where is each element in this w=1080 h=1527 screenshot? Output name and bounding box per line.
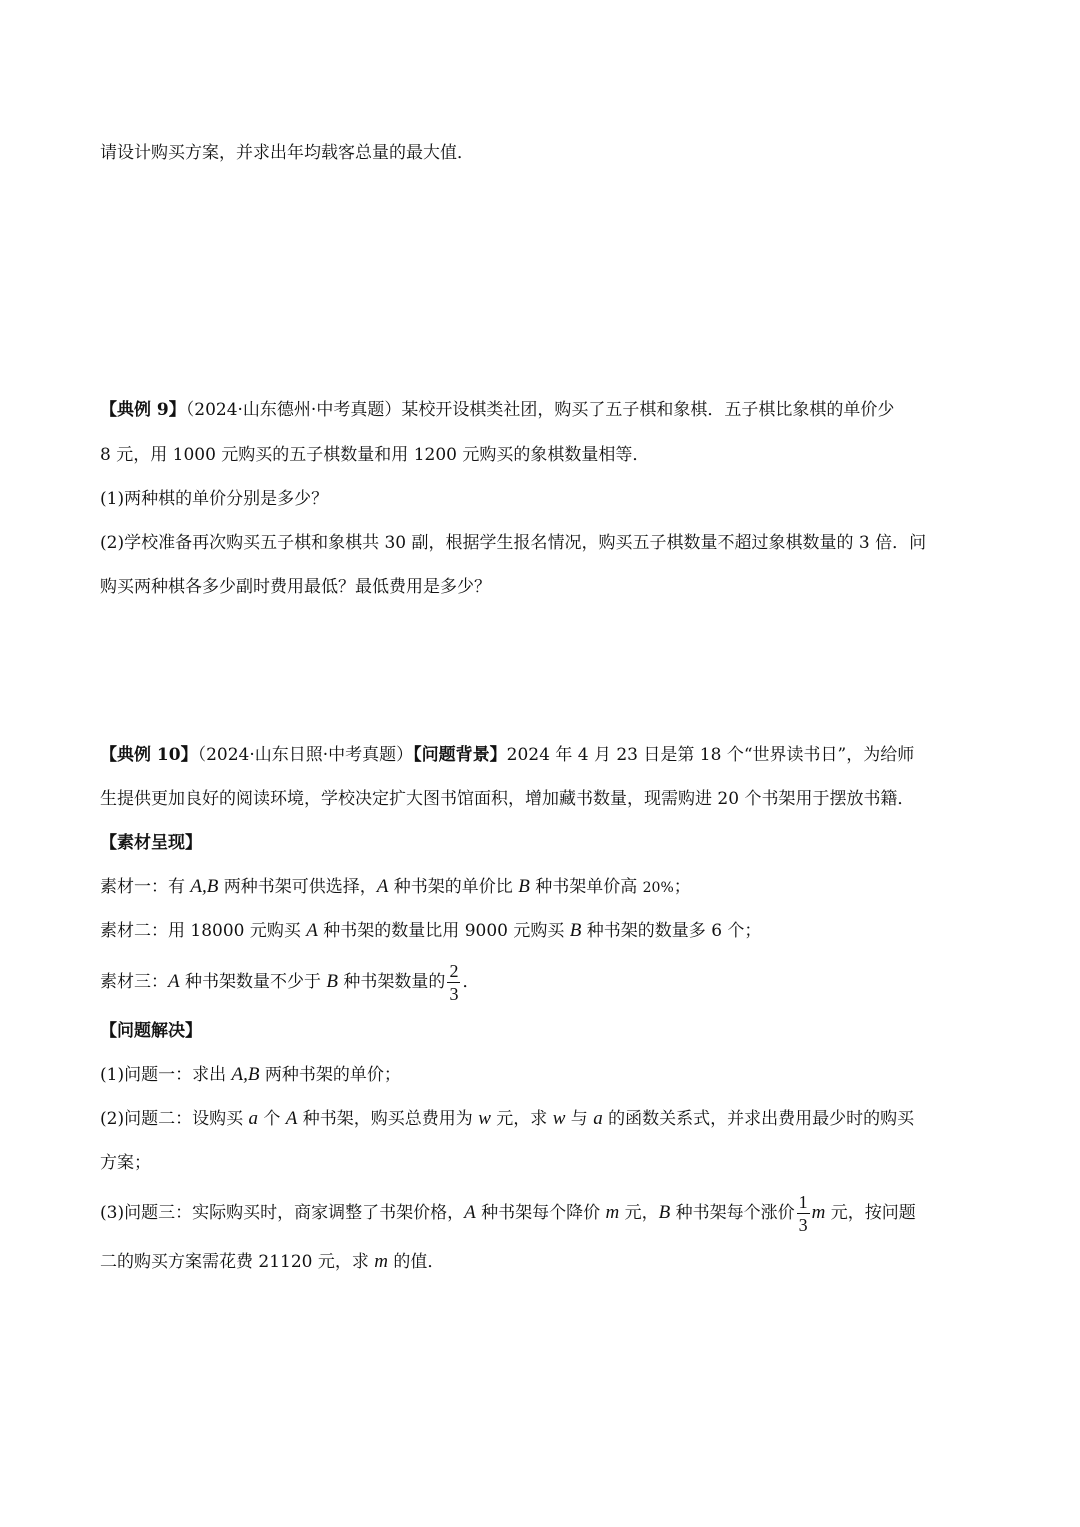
example10-header [100,743,985,767]
example9-question-2-line1 [100,531,985,555]
q2-text-5: 与 [565,1109,594,1129]
example10-question-3-line1 [100,1191,985,1235]
example9-question-2-line2 [100,575,985,599]
material2-text-3: 种书架的数量多 6 个； [581,921,762,941]
example9-source: （2024·山东德州·中考真题） [185,400,402,420]
example9-question-1 [100,487,985,511]
material3-var-a: A [168,971,180,992]
example10-question-2-line2 [100,1151,985,1175]
q2-text-6: 的函数关系式，并求出费用最少时的购买 [602,1109,915,1129]
material1-text-5: ； [673,877,691,897]
q3-text-2: 种书架每个降价 [475,1203,606,1223]
material1-text-4: 种书架单价高 [529,877,643,897]
q3-text-3: 元， [619,1203,659,1223]
material3-var-b: B [326,971,339,992]
material-3 [100,960,985,1004]
q2-line2-text: 方案； [100,1153,151,1173]
fraction-numerator: 2 [449,961,459,981]
fraction-numerator: 1 [798,1192,808,1212]
example9-tag: 【典例 9】 [100,400,186,420]
q2-var-a: A [285,1108,298,1129]
example9-q2-text-1: (2)学校准备再次购买五子棋和象棋共 30 副，根据学生报名情况，购买五子棋数量不超过象棋数量的 3 倍．问 [100,533,927,553]
material-1 [100,875,985,900]
example9-line2 [100,443,985,467]
materials-heading-text: 【素材呈现】 [100,833,202,853]
q1-text-1: (1)问题一：求出 [100,1065,232,1085]
intro-text: 请设计购买方案，并求出年均载客总量的最大值． [100,143,474,163]
q3-var-m-2: m [811,1202,826,1223]
q3-line2-var-m: m [374,1251,389,1272]
materials-heading [100,831,985,855]
fraction-denominator: 3 [449,984,459,1004]
example10-line2 [100,787,985,811]
material1-var-b: B [518,876,530,897]
fraction-one-third [797,1193,810,1234]
material2-text-2: 种书架的数量比用 9000 元购买 [317,921,570,941]
intro-line [100,141,985,165]
material3-text-1: 素材三： [100,972,168,992]
example10-intro: 2024 年 4 月 23 日是第 18 个“世界读书日”，为给师 [506,745,915,765]
solve-heading [100,1019,985,1043]
material1-text-3: 种书架的单价比 [388,877,519,897]
example9-header [100,398,985,422]
example10-question-3-line2 [100,1250,985,1274]
example10-question-1 [100,1063,985,1087]
example10-background-tag: 【问题背景】 [413,745,507,765]
q2-var-a-lower-2: a [593,1108,603,1129]
q1-var-ab: A,B [231,1064,260,1085]
example9-q1-text: (1)两种棋的单价分别是多少？ [100,489,329,509]
example10-source: （2024·山东日照·中考真题） [197,745,414,765]
q2-text-3: 种书架，购买总费用为 [297,1109,479,1129]
material3-text-3: 种书架数量的 [338,972,446,992]
example9-intro: 某校开设棋类社团，购买了五子棋和象棋．五子棋比象棋的单价少 [401,400,895,420]
fraction-two-thirds [447,962,460,1003]
material1-text-1: 素材一：有 [100,877,191,897]
q2-var-w-2: w [552,1108,566,1129]
q3-line2-text-2: 的值． [388,1252,445,1272]
q2-text-4: 元，求 [490,1109,553,1129]
q2-var-w: w [478,1108,491,1129]
example10-line2-text: 生提供更加良好的阅读环境，学校决定扩大图书馆面积，增加藏书数量，现需购进 20 个书架用于摆放书籍． [100,789,915,809]
q2-text-1: (2)问题二：设购买 [100,1109,249,1129]
material2-var-b: B [569,920,582,941]
q2-var-a-lower: a [248,1108,258,1129]
fraction-denominator: 3 [798,1215,808,1235]
material1-var-a: A [376,876,389,897]
material3-text-4: ． [462,972,480,992]
material2-var-a: A [306,920,318,941]
q3-line2-text-1: 二的购买方案需花费 21120 元，求 [100,1252,375,1272]
q3-var-m: m [605,1202,620,1223]
q3-text-1: (3)问题三：实际购买时，商家调整了书架价格， [100,1203,465,1223]
material1-text-2: 两种书架可供选择， [218,877,377,897]
example9-line2-text: 8 元，用 1000 元购买的五子棋数量和用 1200 元购买的象棋数量相等． [100,445,650,465]
q2-text-2: 个 [257,1109,286,1129]
q3-var-b: B [658,1202,671,1223]
q3-text-5: 元，按问题 [825,1203,916,1223]
q3-text-4: 种书架每个涨价 [670,1203,795,1223]
solve-heading-text: 【问题解决】 [100,1021,202,1041]
material2-text-1: 素材二：用 18000 元购买 [100,921,307,941]
example10-tag: 【典例 10】 [100,745,198,765]
material-2 [100,919,985,943]
example9-q2-text-2: 购买两种棋各多少副时费用最低？最低费用是多少？ [100,577,491,597]
material1-percent: 20% [642,880,674,896]
q1-text-2: 两种书架的单价； [259,1065,401,1085]
material1-var-ab: A,B [190,876,219,897]
material3-text-2: 种书架数量不少于 [179,972,327,992]
example10-question-2-line1 [100,1107,985,1131]
q3-var-a: A [464,1202,476,1223]
